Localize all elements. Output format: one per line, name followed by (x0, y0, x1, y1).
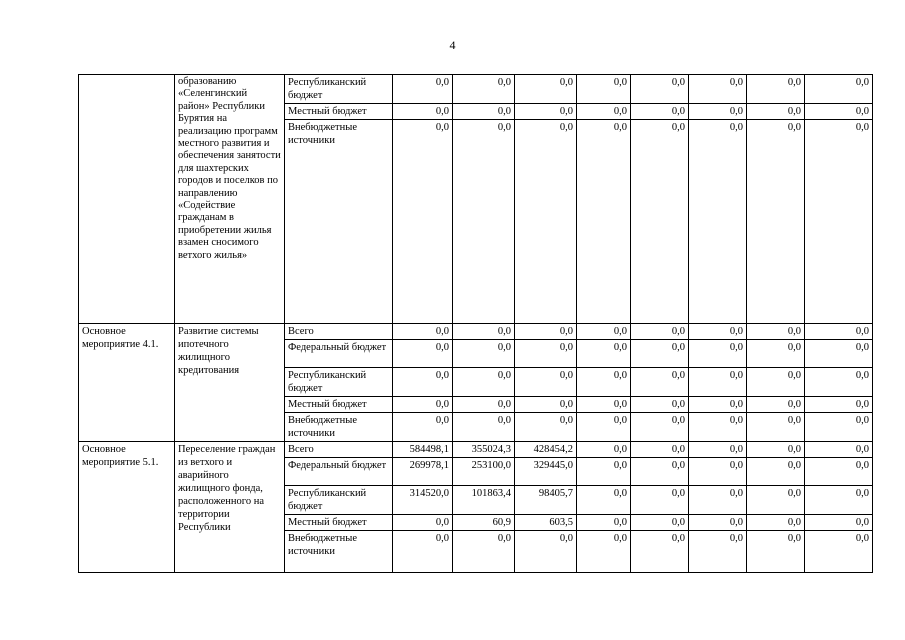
measure-code-cell (79, 75, 175, 324)
value-cell: 0,0 (577, 397, 631, 413)
value-cell: 0,0 (393, 340, 453, 368)
value-cell: 0,0 (805, 531, 873, 573)
value-cell: 0,0 (805, 324, 873, 340)
table-row (79, 75, 873, 104)
value-cell: 0,0 (577, 458, 631, 486)
value-cell: 428454,2 (515, 442, 577, 458)
value-cell: 0,0 (515, 368, 577, 397)
value-cell: 0,0 (747, 442, 805, 458)
value-cell: 0,0 (747, 531, 805, 573)
value-cell: 0,0 (631, 515, 689, 531)
value-cell: 0,0 (805, 486, 873, 515)
value-cell: 0,0 (805, 515, 873, 531)
value-cell: 0,0 (577, 413, 631, 442)
value-cell: 0,0 (393, 368, 453, 397)
funding-source-cell: Внебюджетные источники (285, 120, 393, 324)
value-cell: 0,0 (747, 413, 805, 442)
value-cell: 0,0 (577, 120, 631, 324)
value-cell: 0,0 (631, 531, 689, 573)
value-cell: 0,0 (689, 368, 747, 397)
table-row (79, 442, 873, 458)
value-cell: 0,0 (453, 340, 515, 368)
value-cell: 0,0 (577, 515, 631, 531)
value-cell: 355024,3 (453, 442, 515, 458)
value-cell: 0,0 (631, 397, 689, 413)
value-cell: 0,0 (747, 104, 805, 120)
value-cell: 0,0 (631, 413, 689, 442)
value-cell: 0,0 (577, 368, 631, 397)
value-cell: 0,0 (631, 104, 689, 120)
value-cell: 98405,7 (515, 486, 577, 515)
table-row (79, 324, 873, 340)
funding-source-cell: Республиканский бюджет (285, 486, 393, 515)
value-cell: 0,0 (805, 104, 873, 120)
value-cell: 0,0 (453, 368, 515, 397)
value-cell: 0,0 (631, 442, 689, 458)
page-number: 4 (449, 38, 456, 52)
value-cell: 269978,1 (393, 458, 453, 486)
value-cell: 0,0 (747, 340, 805, 368)
value-cell: 0,0 (577, 340, 631, 368)
value-cell: 0,0 (631, 324, 689, 340)
funding-source-cell: Республиканский бюджет (285, 75, 393, 104)
value-cell: 0,0 (631, 340, 689, 368)
value-cell: 0,0 (577, 75, 631, 104)
funding-source-cell: Внебюджетные источники (285, 531, 393, 573)
value-cell: 0,0 (689, 486, 747, 515)
value-cell: 0,0 (689, 515, 747, 531)
value-cell: 0,0 (515, 397, 577, 413)
funding-source-cell: Местный бюджет (285, 104, 393, 120)
value-cell: 0,0 (805, 413, 873, 442)
funding-source-cell: Местный бюджет (285, 397, 393, 413)
value-cell: 0,0 (515, 531, 577, 573)
value-cell: 0,0 (805, 397, 873, 413)
value-cell: 253100,0 (453, 458, 515, 486)
value-cell: 0,0 (689, 104, 747, 120)
value-cell: 0,0 (689, 458, 747, 486)
value-cell: 0,0 (689, 531, 747, 573)
value-cell: 0,0 (747, 120, 805, 324)
value-cell: 0,0 (393, 413, 453, 442)
value-cell: 0,0 (453, 531, 515, 573)
value-cell: 0,0 (631, 458, 689, 486)
value-cell: 0,0 (577, 442, 631, 458)
value-cell: 0,0 (453, 413, 515, 442)
value-cell: 0,0 (631, 486, 689, 515)
value-cell: 0,0 (631, 75, 689, 104)
measure-code-cell: Основное мероприятие 5.1. (79, 442, 175, 573)
value-cell: 584498,1 (393, 442, 453, 458)
value-cell: 0,0 (393, 104, 453, 120)
value-cell: 0,0 (805, 368, 873, 397)
budget-table (78, 74, 873, 573)
value-cell: 0,0 (631, 368, 689, 397)
value-cell: 0,0 (689, 324, 747, 340)
measure-code-cell: Основное мероприятие 4.1. (79, 324, 175, 442)
value-cell: 0,0 (515, 120, 577, 324)
value-cell: 0,0 (393, 324, 453, 340)
measure-name-cell: Переселение граждан из ветхого и аварийного жилищного фонда, расположенного на территории Республики (175, 442, 285, 573)
value-cell: 0,0 (393, 120, 453, 324)
value-cell: 0,0 (689, 120, 747, 324)
value-cell: 0,0 (453, 104, 515, 120)
value-cell: 0,0 (689, 442, 747, 458)
value-cell: 0,0 (393, 397, 453, 413)
value-cell: 0,0 (393, 515, 453, 531)
value-cell: 0,0 (689, 340, 747, 368)
value-cell: 0,0 (515, 324, 577, 340)
value-cell: 0,0 (577, 104, 631, 120)
value-cell: 314520,0 (393, 486, 453, 515)
value-cell: 0,0 (577, 486, 631, 515)
value-cell: 0,0 (747, 486, 805, 515)
value-cell: 0,0 (515, 340, 577, 368)
value-cell: 0,0 (747, 368, 805, 397)
funding-source-cell: Федеральный бюджет (285, 458, 393, 486)
funding-source-cell: Республиканский бюджет (285, 368, 393, 397)
funding-source-cell: Всего (285, 324, 393, 340)
value-cell: 0,0 (393, 75, 453, 104)
value-cell: 0,0 (453, 397, 515, 413)
value-cell: 0,0 (515, 413, 577, 442)
value-cell: 0,0 (453, 75, 515, 104)
funding-source-cell: Федеральный бюджет (285, 340, 393, 368)
value-cell: 0,0 (689, 397, 747, 413)
value-cell: 0,0 (805, 442, 873, 458)
value-cell: 329445,0 (515, 458, 577, 486)
value-cell: 0,0 (747, 458, 805, 486)
value-cell: 603,5 (515, 515, 577, 531)
measure-name-cell: Развитие системы ипотечного жилищного кредитования (175, 324, 285, 442)
value-cell: 0,0 (689, 75, 747, 104)
value-cell: 0,0 (515, 75, 577, 104)
value-cell: 0,0 (515, 104, 577, 120)
value-cell: 0,0 (805, 75, 873, 104)
value-cell: 0,0 (747, 75, 805, 104)
value-cell: 60,9 (453, 515, 515, 531)
value-cell: 0,0 (631, 120, 689, 324)
value-cell: 101863,4 (453, 486, 515, 515)
value-cell: 0,0 (577, 324, 631, 340)
value-cell: 0,0 (453, 120, 515, 324)
value-cell: 0,0 (393, 531, 453, 573)
value-cell: 0,0 (805, 340, 873, 368)
funding-source-cell: Местный бюджет (285, 515, 393, 531)
funding-source-cell: Внебюджетные источники (285, 413, 393, 442)
value-cell: 0,0 (747, 324, 805, 340)
value-cell: 0,0 (805, 120, 873, 324)
value-cell: 0,0 (747, 397, 805, 413)
value-cell: 0,0 (747, 515, 805, 531)
funding-source-cell: Всего (285, 442, 393, 458)
value-cell: 0,0 (453, 324, 515, 340)
value-cell: 0,0 (577, 531, 631, 573)
value-cell: 0,0 (805, 458, 873, 486)
measure-name-cell: образованию «Селенгинский район» Республики Бурятия на реализацию программ местного развития и обеспечения занятости для шахтерских городов и поселков по направлению «Содействие гражданам в приобретении жилья взамен сносимого ветхого жилья» (175, 75, 285, 324)
value-cell: 0,0 (689, 413, 747, 442)
